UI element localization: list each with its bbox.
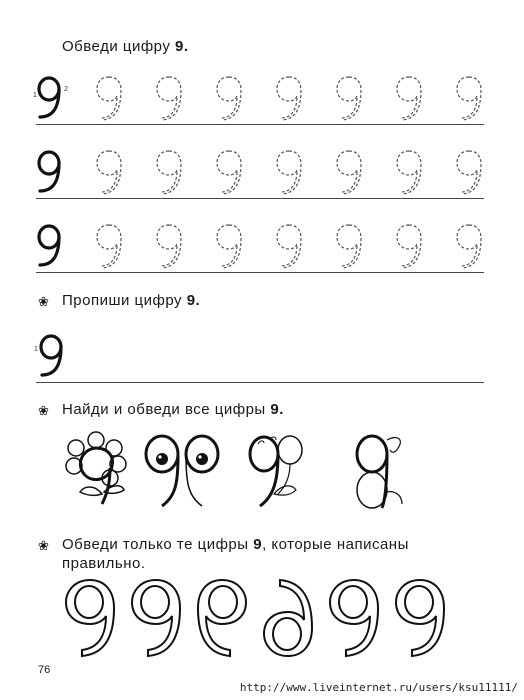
outlined-nine bbox=[196, 578, 248, 658]
solid-nine bbox=[36, 150, 62, 194]
outlined-nine bbox=[262, 578, 314, 658]
task-find-text: Найди и обведи все цифры bbox=[62, 401, 266, 418]
balloons-picture bbox=[246, 434, 312, 510]
outlined-nine bbox=[64, 578, 116, 658]
dashed-nine bbox=[96, 224, 122, 268]
stroke-number-1: 1 bbox=[33, 92, 37, 99]
dashed-nine bbox=[396, 76, 422, 120]
dashed-nine bbox=[96, 150, 122, 194]
flower-bullet-icon: ❀ bbox=[38, 538, 49, 553]
task-write-text: Пропиши цифру bbox=[62, 292, 183, 309]
page-number: 76 bbox=[38, 664, 51, 676]
outlined-nine bbox=[328, 578, 380, 658]
dashed-nine bbox=[336, 150, 362, 194]
stroke-number-2: 2 bbox=[64, 86, 68, 93]
dashed-nine bbox=[156, 224, 182, 268]
flower-bullet-icon: ❀ bbox=[38, 403, 49, 418]
flower-bullet-icon: ❀ bbox=[38, 294, 49, 309]
dashed-nine bbox=[276, 224, 302, 268]
dashed-nine bbox=[456, 150, 482, 194]
dashed-nine bbox=[456, 76, 482, 120]
ribbon-picture bbox=[352, 432, 410, 512]
dashed-nine bbox=[156, 150, 182, 194]
outlined-nine bbox=[394, 578, 446, 658]
dashed-nine bbox=[336, 76, 362, 120]
task-find-title bbox=[62, 401, 284, 418]
dashed-nine bbox=[456, 224, 482, 268]
stroke-number-1: 1 bbox=[34, 346, 38, 353]
dashed-nine bbox=[396, 224, 422, 268]
footer-url: http://www.liveinternet.ru/users/ksu11111/ bbox=[239, 681, 518, 694]
dashed-nine bbox=[216, 150, 242, 194]
task-trace-title bbox=[62, 38, 189, 55]
task-write-title bbox=[62, 292, 200, 309]
write-sample-nine bbox=[38, 334, 64, 378]
dashed-nine bbox=[216, 76, 242, 120]
dashed-nine bbox=[336, 224, 362, 268]
task-correct-line2: правильно. bbox=[62, 555, 146, 572]
solid-nine bbox=[36, 224, 62, 268]
dashed-nine bbox=[396, 150, 422, 194]
dashed-nine bbox=[216, 224, 242, 268]
task-find-digit: 9. bbox=[270, 401, 284, 418]
dashed-nine bbox=[96, 76, 122, 120]
dashed-nine bbox=[276, 150, 302, 194]
solid-nine bbox=[36, 76, 62, 120]
dashed-nine bbox=[276, 76, 302, 120]
dashed-nine bbox=[156, 76, 182, 120]
trace-line bbox=[36, 198, 484, 199]
task-correct-text-after: , которые написаны bbox=[262, 536, 409, 553]
task-write-digit: 9. bbox=[186, 292, 201, 309]
task-correct-digit: 9 bbox=[253, 536, 263, 553]
eyes-picture bbox=[142, 434, 222, 510]
task-correct-text: Обведи только те цифры bbox=[62, 536, 249, 553]
write-line bbox=[36, 382, 484, 383]
flower-picture bbox=[62, 428, 130, 508]
task-trace-digit: 9. bbox=[175, 38, 189, 55]
task-correct-title bbox=[62, 536, 409, 553]
task-trace-text: Обведи цифру bbox=[62, 38, 171, 55]
outlined-nine bbox=[130, 578, 182, 658]
trace-line bbox=[36, 272, 484, 273]
trace-line bbox=[36, 124, 484, 125]
